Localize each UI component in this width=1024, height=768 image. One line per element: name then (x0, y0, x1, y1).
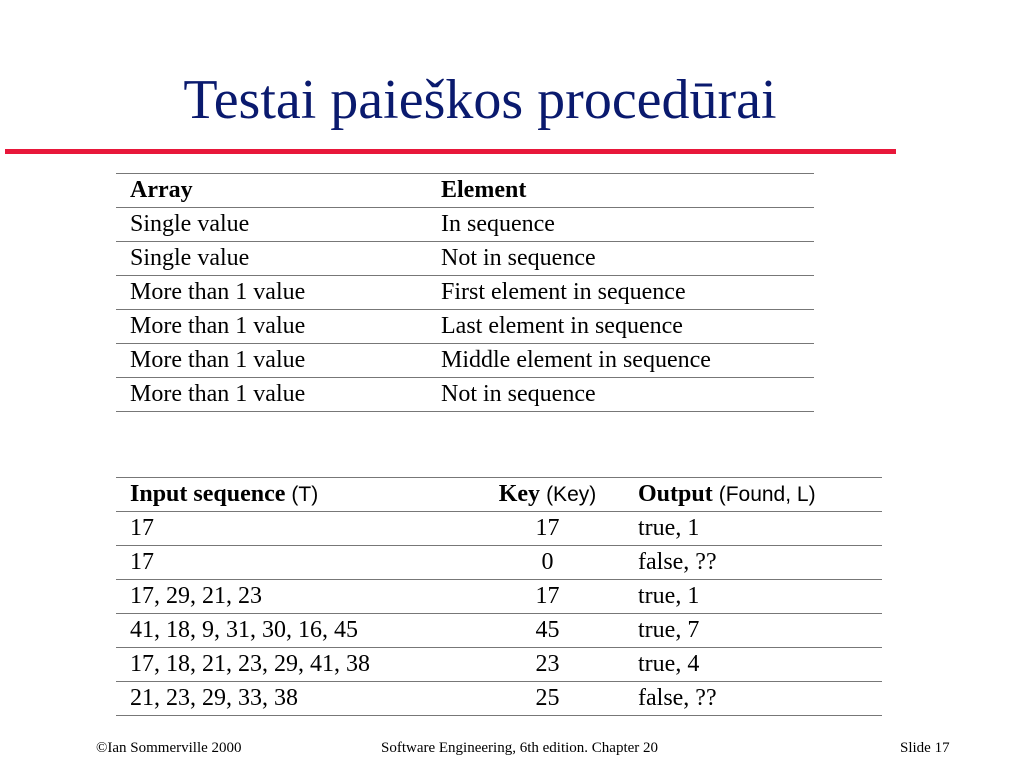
column-header-array: Array (116, 174, 427, 208)
input-sequence-cell: 17 (116, 512, 471, 546)
column-header-input-sequence: Input sequence (T) (116, 478, 471, 512)
array-cell: More than 1 value (116, 344, 427, 378)
table-row (116, 580, 882, 614)
element-cell: Not in sequence (427, 378, 814, 412)
table-row (116, 546, 882, 580)
footer-slide-number: Slide 17 (900, 740, 950, 756)
table-row (116, 648, 882, 682)
input-sequence-cell: 17, 18, 21, 23, 29, 41, 38 (116, 648, 471, 682)
table-header-row (116, 478, 882, 512)
element-cell: Middle element in sequence (427, 344, 814, 378)
column-header-element: Element (427, 174, 814, 208)
table-header-row (116, 174, 814, 208)
table-row (116, 242, 814, 276)
element-cell: First element in sequence (427, 276, 814, 310)
output-cell: true, 4 (624, 648, 882, 682)
element-cell: Not in sequence (427, 242, 814, 276)
test-data-table (116, 477, 882, 716)
table-row (116, 614, 882, 648)
table-row (116, 512, 882, 546)
key-cell: 45 (471, 614, 624, 648)
array-cell: More than 1 value (116, 310, 427, 344)
table-row (116, 378, 814, 412)
column-header-output: Output (Found, L) (624, 478, 882, 512)
element-cell: Last element in sequence (427, 310, 814, 344)
test-cases-table (116, 173, 814, 412)
key-cell: 25 (471, 682, 624, 716)
key-cell: 17 (471, 512, 624, 546)
table-row (116, 276, 814, 310)
input-sequence-cell: 17, 29, 21, 23 (116, 580, 471, 614)
array-cell: Single value (116, 242, 427, 276)
table-row (116, 682, 882, 716)
table-row (116, 208, 814, 242)
table-row (116, 310, 814, 344)
column-header-key: Key (Key) (471, 478, 624, 512)
key-cell: 0 (471, 546, 624, 580)
output-cell: true, 1 (624, 580, 882, 614)
footer-book-title: Software Engineering, 6th edition. Chapter 20 (381, 740, 659, 756)
footer-copyright: ©Ian Sommerville 2000 (96, 740, 242, 756)
table-row (116, 344, 814, 378)
array-cell: More than 1 value (116, 378, 427, 412)
input-sequence-cell: 17 (116, 546, 471, 580)
array-cell: Single value (116, 208, 427, 242)
slide-title: Testai paieškos procedūrai (183, 69, 777, 131)
output-cell: true, 7 (624, 614, 882, 648)
output-cell: false, ?? (624, 682, 882, 716)
output-cell: true, 1 (624, 512, 882, 546)
key-cell: 23 (471, 648, 624, 682)
input-sequence-cell: 41, 18, 9, 31, 30, 16, 45 (116, 614, 471, 648)
title-underline (5, 149, 896, 154)
key-cell: 17 (471, 580, 624, 614)
output-cell: false, ?? (624, 546, 882, 580)
input-sequence-cell: 21, 23, 29, 33, 38 (116, 682, 471, 716)
element-cell: In sequence (427, 208, 814, 242)
array-cell: More than 1 value (116, 276, 427, 310)
